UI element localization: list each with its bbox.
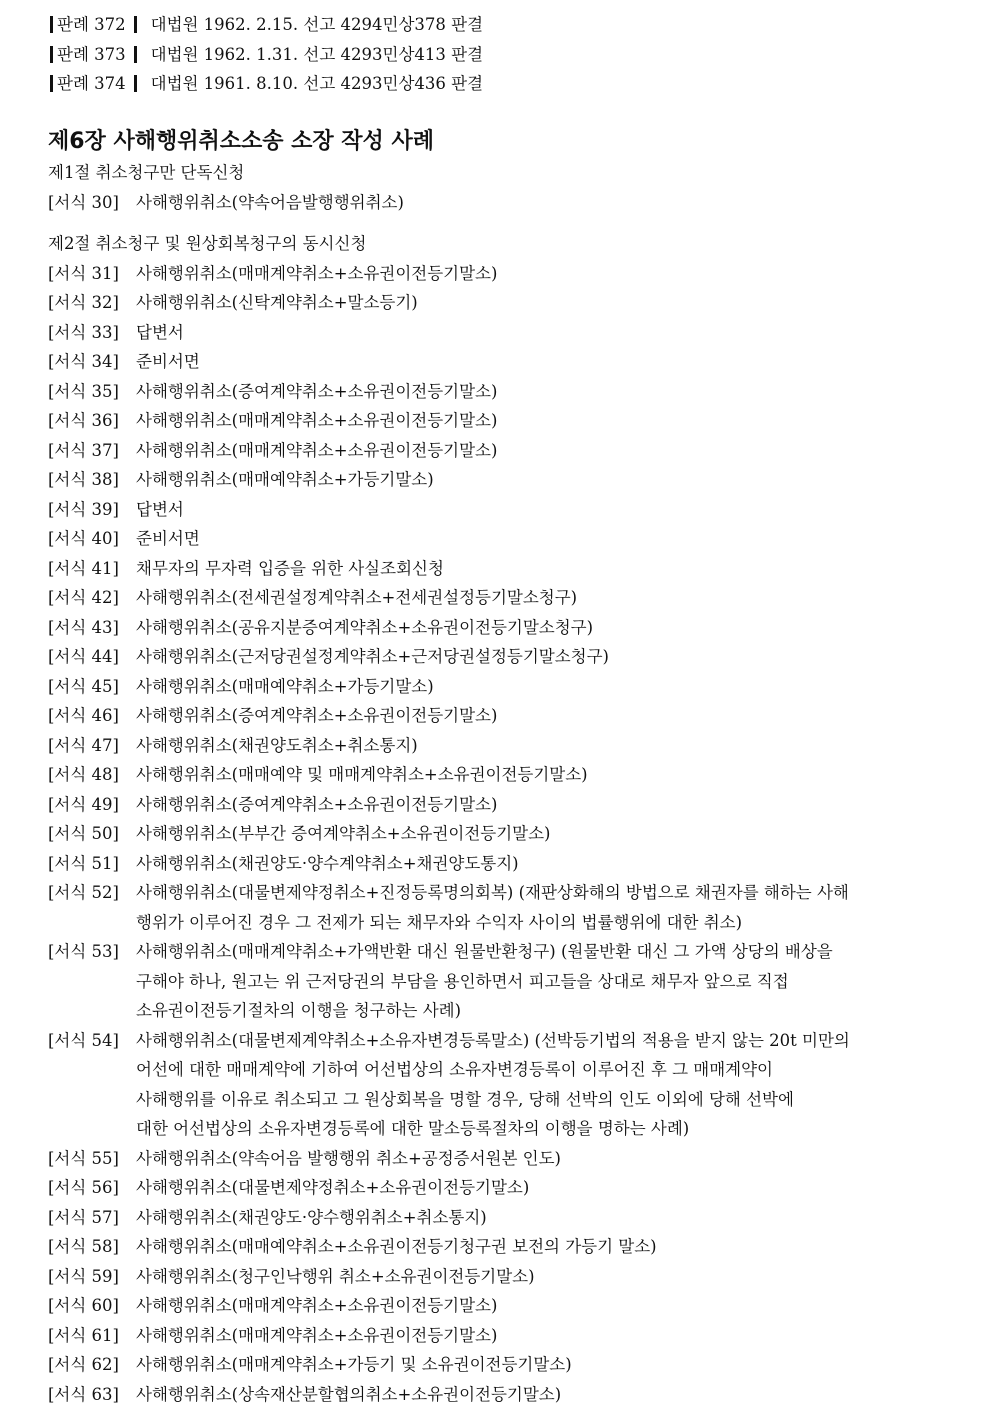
bar-mark (134, 46, 137, 63)
form-item (48, 1026, 948, 1144)
form-item (48, 701, 948, 731)
form-code: [서식 58] (48, 1232, 136, 1262)
form-item (48, 849, 948, 879)
form-title: 사해행위취소(채권양도·양수행위취소+취소통지) (136, 1203, 948, 1233)
form-item (48, 554, 948, 584)
form-item (48, 1262, 948, 1292)
form-code: [서식 45] (48, 672, 136, 702)
form-item (48, 1203, 948, 1233)
form-note: 소유권이전등기절차의 이행을 청구하는 사례) (136, 996, 948, 1026)
form-title: 사해행위취소(약속어음발행행위취소) (136, 188, 948, 218)
form-item (48, 188, 948, 218)
case-list (50, 10, 950, 99)
bar-mark (50, 46, 53, 63)
form-item (48, 347, 948, 377)
form-item (48, 642, 948, 672)
form-code: [서식 52] (48, 878, 136, 937)
form-note: 구해야 하나, 원고는 위 근저당권의 부담을 용인하면서 피고들을 상대로 채무자 앞으로 직접 (136, 967, 948, 997)
form-code: [서식 49] (48, 790, 136, 820)
form-title: 답변서 (136, 495, 948, 525)
form-item (48, 1291, 948, 1321)
form-item (48, 1350, 948, 1380)
form-title: 사해행위취소(매매계약취소+소유권이전등기말소) (136, 436, 948, 466)
form-title: 사해행위취소(대물변제약정취소+소유권이전등기말소) (136, 1173, 948, 1203)
form-title: 사해행위취소(증여계약취소+소유권이전등기말소) (136, 701, 948, 731)
form-item (48, 465, 948, 495)
bar-mark (50, 16, 53, 33)
form-code: [서식 42] (48, 583, 136, 613)
form-note: 어선에 대한 매매계약에 기하여 어선법상의 소유자변경등록이 이루어진 후 그 매매계약이 (136, 1055, 948, 1085)
form-title: 사해행위취소(매매계약취소+소유권이전등기말소) (136, 259, 948, 289)
form-list (48, 158, 948, 1409)
form-title: 준비서면 (136, 347, 948, 377)
form-item (48, 672, 948, 702)
form-title: 사해행위취소(매매계약취소+가등기 및 소유권이전등기말소) (136, 1350, 948, 1380)
form-title: 사해행위취소(청구인낙행위 취소+소유권이전등기말소) (136, 1262, 948, 1292)
form-title: 사해행위취소(매매계약취소+소유권이전등기말소) (136, 1321, 948, 1351)
form-code: [서식 43] (48, 613, 136, 643)
form-title: 사해행위취소(매매예약취소+가등기말소) (136, 465, 948, 495)
form-code: [서식 37] (48, 436, 136, 466)
form-item (48, 1380, 948, 1409)
bar-mark (134, 16, 137, 33)
form-code: [서식 54] (48, 1026, 136, 1144)
case-label: 판례 373 (57, 45, 126, 64)
form-title: 사해행위취소(근저당권설정계약취소+근저당권설정등기말소청구) (136, 642, 948, 672)
form-code: [서식 31] (48, 259, 136, 289)
case-desc: 대법원 1961. 8.10. 선고 4293민상436 판결 (151, 74, 483, 93)
form-item (48, 878, 948, 937)
form-item (48, 1173, 948, 1203)
form-code: [서식 44] (48, 642, 136, 672)
form-title: 사해행위취소(매매예약취소+소유권이전등기청구권 보전의 가등기 말소) (136, 1232, 948, 1262)
form-code: [서식 57] (48, 1203, 136, 1233)
form-title: 사해행위취소(증여계약취소+소유권이전등기말소) (136, 377, 948, 407)
form-code: [서식 38] (48, 465, 136, 495)
form-title: 사해행위취소(증여계약취소+소유권이전등기말소) (136, 790, 948, 820)
form-item (48, 1232, 948, 1262)
case-label: 판례 374 (57, 74, 126, 93)
form-item (48, 937, 948, 1026)
form-title: 사해행위취소(매매예약 및 매매계약취소+소유권이전등기말소) (136, 760, 948, 790)
form-title: 사해행위취소(공유지분증여계약취소+소유권이전등기말소청구) (136, 613, 948, 643)
bar-mark (134, 75, 137, 92)
form-item (48, 760, 948, 790)
form-code: [서식 55] (48, 1144, 136, 1174)
form-title: 사해행위취소(매매계약취소+소유권이전등기말소) (136, 1291, 948, 1321)
form-item (48, 819, 948, 849)
form-code: [서식 35] (48, 377, 136, 407)
form-item (48, 790, 948, 820)
form-code: [서식 63] (48, 1380, 136, 1409)
form-item (48, 259, 948, 289)
case-label: 판례 372 (57, 15, 126, 34)
form-item (48, 318, 948, 348)
form-item (48, 406, 948, 436)
case-desc: 대법원 1962. 1.31. 선고 4293민상413 판결 (151, 45, 483, 64)
form-title: 사해행위취소(매매계약취소+소유권이전등기말소) (136, 406, 948, 436)
form-item (48, 377, 948, 407)
form-note: 대한 어선법상의 소유자변경등록에 대한 말소등록절차의 이행을 명하는 사례) (136, 1114, 948, 1144)
case-desc: 대법원 1962. 2.15. 선고 4294민상378 판결 (151, 15, 483, 34)
bar-mark (50, 75, 53, 92)
form-item (48, 731, 948, 761)
section-title: 제1절 취소청구만 단독신청 (48, 158, 948, 188)
form-code: [서식 48] (48, 760, 136, 790)
form-title: 사해행위취소(부부간 증여계약취소+소유권이전등기말소) (136, 819, 948, 849)
form-code: [서식 56] (48, 1173, 136, 1203)
form-item (48, 613, 948, 643)
form-item (48, 524, 948, 554)
form-title: 사해행위취소(상속재산분할협의취소+소유권이전등기말소) (136, 1380, 948, 1409)
form-title: 사해행위취소(채권양도·양수계약취소+채권양도통지) (136, 849, 948, 879)
form-code: [서식 53] (48, 937, 136, 1026)
form-code: [서식 61] (48, 1321, 136, 1351)
form-code: [서식 60] (48, 1291, 136, 1321)
form-note: 행위가 이루어진 경우 그 전제가 되는 채무자와 수익자 사이의 법률행위에 대한 취소) (136, 908, 948, 938)
case-item (50, 10, 950, 40)
form-code: [서식 39] (48, 495, 136, 525)
form-code: [서식 30] (48, 188, 136, 218)
form-title: 사해행위취소(대물변제약정취소+진정등록명의회복) (재판상화해의 방법으로 채권자를 해하는 사해 (136, 878, 948, 908)
form-title: 사해행위취소(약속어음 발행행위 취소+공정증서원본 인도) (136, 1144, 948, 1174)
form-title: 사해행위취소(매매예약취소+가등기말소) (136, 672, 948, 702)
form-title: 사해행위취소(매매계약취소+가액반환 대신 원물반환청구) (원물반환 대신 그 가액 상당의 배상을 (136, 937, 948, 967)
form-code: [서식 59] (48, 1262, 136, 1292)
form-code: [서식 32] (48, 288, 136, 318)
form-code: [서식 40] (48, 524, 136, 554)
form-code: [서식 51] (48, 849, 136, 879)
form-title: 준비서면 (136, 524, 948, 554)
form-code: [서식 50] (48, 819, 136, 849)
form-item (48, 1321, 948, 1351)
form-code: [서식 34] (48, 347, 136, 377)
form-code: [서식 47] (48, 731, 136, 761)
form-title: 사해행위취소(신탁계약취소+말소등기) (136, 288, 948, 318)
form-item (48, 436, 948, 466)
case-item (50, 40, 950, 70)
form-title: 채무자의 무자력 입증을 위한 사실조회신청 (136, 554, 948, 584)
form-title: 사해행위취소(대물변제계약취소+소유자변경등록말소) (선박등기법의 적용을 받지 않는 20t 미만의 (136, 1026, 948, 1056)
chapter-title: 제6장 사해행위취소소송 소장 작성 사례 (48, 126, 434, 158)
form-code: [서식 41] (48, 554, 136, 584)
form-title: 답변서 (136, 318, 948, 348)
form-title: 사해행위취소(채권양도취소+취소통지) (136, 731, 948, 761)
form-note: 사해행위를 이유로 취소되고 그 원상회복을 명할 경우, 당해 선박의 인도 이외에 당해 선박에 (136, 1085, 948, 1115)
case-item (50, 69, 950, 99)
form-item (48, 1144, 948, 1174)
form-title: 사해행위취소(전세권설정계약취소+전세권설정등기말소청구) (136, 583, 948, 613)
form-item (48, 288, 948, 318)
section-title: 제2절 취소청구 및 원상회복청구의 동시신청 (48, 229, 948, 259)
form-code: [서식 36] (48, 406, 136, 436)
form-code: [서식 46] (48, 701, 136, 731)
form-code: [서식 33] (48, 318, 136, 348)
form-item (48, 495, 948, 525)
form-item (48, 583, 948, 613)
form-code: [서식 62] (48, 1350, 136, 1380)
